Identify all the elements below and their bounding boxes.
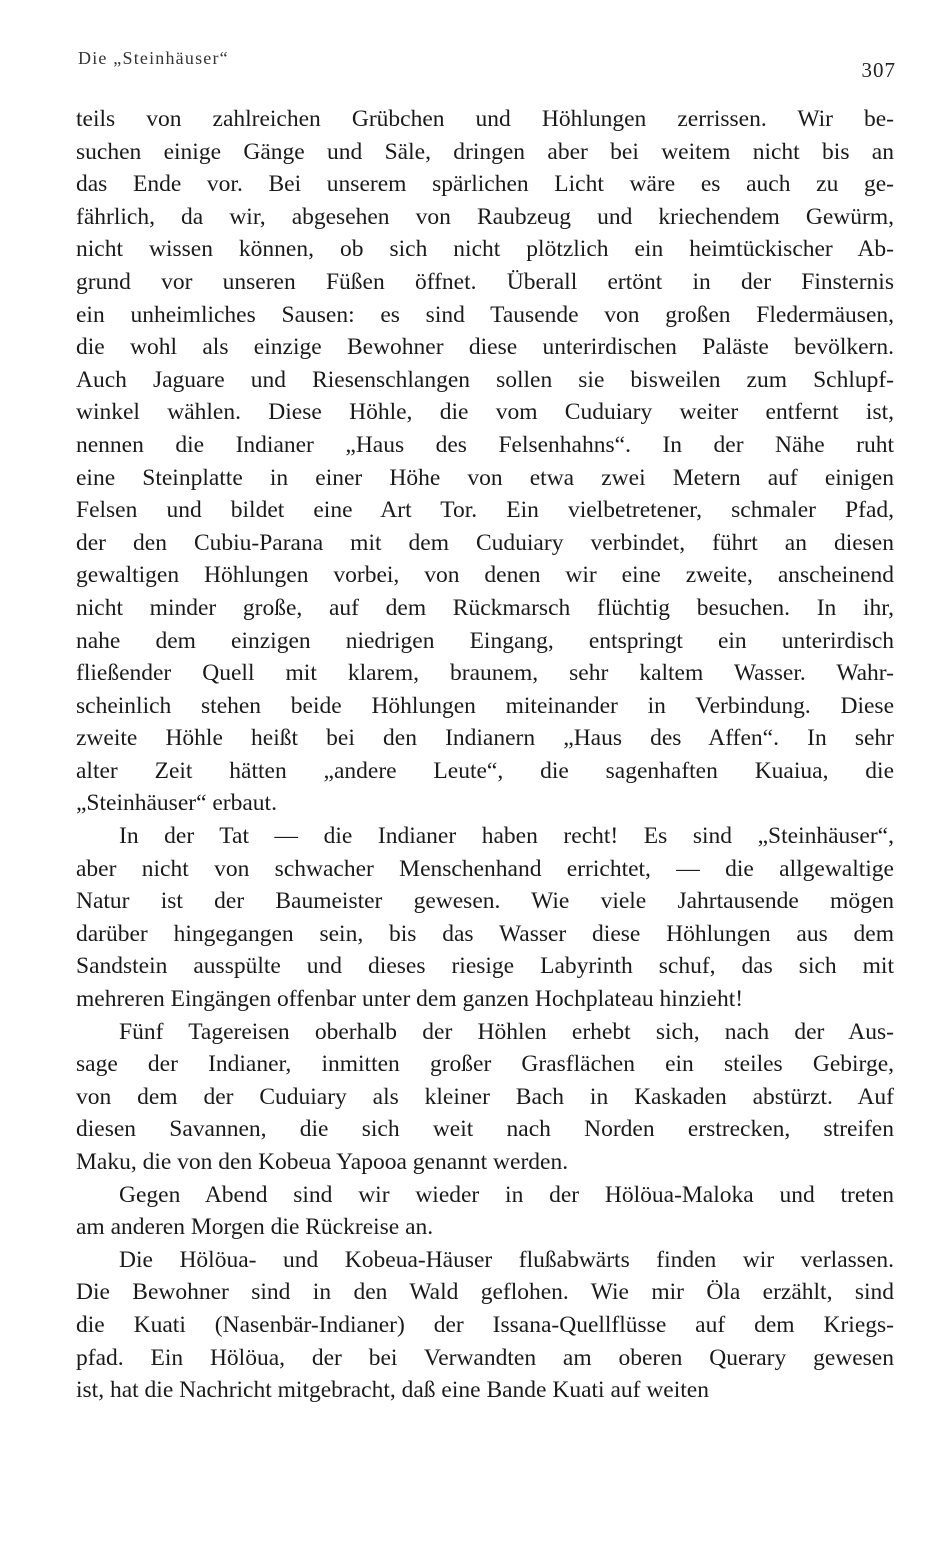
text-line: diesen Savannen, die sich weit nach Norden erstrecken, streifen [76, 1116, 894, 1143]
text-line: eine Steinplatte in einer Höhe von etwa zwei Metern auf einigen [76, 464, 894, 491]
text-line: winkel wählen. Diese Höhle, die vom Cuduiary weiter entfernt ist, [76, 399, 894, 426]
text-line: ist, hat die Nachricht mitgebracht, daß eine Bande Kuati auf weiten [76, 1377, 709, 1404]
paragraph [76, 1016, 894, 1179]
text-line: In der Tat — die Indianer haben recht! Es sind „Steinhäuser“, [119, 823, 894, 850]
text-line: von dem der Cuduiary als kleiner Bach in Kaskaden abstürzt. Auf [76, 1083, 894, 1110]
text-line: nicht minder große, auf dem Rückmarsch flüchtig besuchen. In ihr, [76, 594, 894, 621]
text-line: Felsen und bildet eine Art Tor. Ein vielbetretener, schmaler Pfad, [76, 497, 894, 524]
text-line: grund vor unseren Füßen öffnet. Überall ertönt in der Finsternis [76, 268, 894, 295]
paragraph [76, 820, 894, 1016]
text-line: mehreren Eingängen offenbar unter dem ganzen Hochplateau hinzieht! [76, 986, 744, 1013]
page-number: 307 [861, 58, 896, 82]
text-line: darüber hingegangen sein, bis das Wasser diese Höhlungen aus dem [76, 920, 894, 947]
text-line: nennen die Indianer „Haus des Felsenhahns“. In der Nähe ruht [76, 431, 894, 458]
text-line: fließender Quell mit klarem, braunem, sehr kaltem Wasser. Wahr- [76, 660, 894, 687]
running-head: Die „Steinhäuser“ [78, 48, 229, 68]
text-line: nahe dem einzigen niedrigen Eingang, entspringt ein unterirdisch [76, 627, 894, 654]
text-line: teils von zahlreichen Grübchen und Höhlungen zerrissen. Wir be- [76, 106, 894, 132]
text-line: die Kuati (Nasenbär-Indianer) der Issana-Quellflüsse auf dem Kriegs- [76, 1311, 894, 1338]
text-line: Maku, die von den Kobeua Yapooa genannt werden. [76, 1149, 569, 1175]
text-line: Natur ist der Baumeister gewesen. Wie viele Jahrtausende mögen [76, 888, 894, 915]
text-line: Auch Jaguare und Riesenschlangen sollen sie bisweilen zum Schlupf- [76, 366, 894, 393]
text-line: Sandstein ausspülte und dieses riesige Labyrinth schuf, das sich mit [76, 953, 894, 980]
paragraph [76, 1244, 894, 1407]
text-line: Gegen Abend sind wir wieder in der Hölöua-Maloka und treten [119, 1181, 894, 1208]
text-line: scheinlich stehen beide Höhlungen miteinander in Verbindung. Diese [76, 692, 894, 719]
text-line: Die Bewohner sind in den Wald geflohen. Wie mir Öla erzählt, sind [76, 1279, 894, 1306]
text-line: die wohl als einzige Bewohner diese unterirdischen Paläste bevölkern. [76, 334, 894, 361]
text-line: alter Zeit hätten „andere Leute“, die sagenhaften Kuaiua, die [76, 757, 894, 784]
text-line: das Ende vor. Bei unserem spärlichen Licht wäre es auch zu ge- [76, 171, 894, 198]
text-line: sage der Indianer, inmitten großer Grasflächen ein steiles Gebirge, [76, 1051, 894, 1078]
text-line: der den Cubiu-Parana mit dem Cuduiary verbindet, führt an diesen [76, 529, 894, 556]
text-line: aber nicht von schwacher Menschenhand errichtet, — die allgewaltige [76, 855, 894, 882]
text-line: gewaltigen Höhlungen vorbei, von denen wir eine zweite, anscheinend [76, 562, 894, 589]
text-line: pfad. Ein Hölöua, der bei Verwandten am oberen Querary gewesen [76, 1344, 894, 1371]
text-line: „Steinhäuser“ erbaut. [76, 790, 277, 817]
page-header [78, 48, 896, 82]
body-text [76, 103, 894, 1407]
text-line: am anderen Morgen die Rückreise an. [76, 1214, 434, 1241]
text-line: fährlich, da wir, abgesehen von Raubzeug und kriechendem Gewürm, [76, 203, 894, 230]
text-line: zweite Höhle heißt bei den Indianern „Haus des Affen“. In sehr [76, 725, 894, 752]
text-line: Fünf Tagereisen oberhalb der Höhlen erhebt sich, nach der Aus- [119, 1018, 894, 1045]
text-line: nicht wissen können, ob sich nicht plötzlich ein heimtückischer Ab- [76, 236, 894, 263]
text-line: ein unheimliches Sausen: es sind Tausende von großen Fledermäusen, [76, 301, 894, 328]
text-line: suchen einige Gänge und Säle, dringen aber bei weitem nicht bis an [76, 138, 894, 165]
paragraph [76, 103, 894, 820]
text-line: Die Hölöua- und Kobeua-Häuser flußabwärts finden wir verlassen. [119, 1246, 894, 1273]
paragraph [76, 1179, 894, 1244]
